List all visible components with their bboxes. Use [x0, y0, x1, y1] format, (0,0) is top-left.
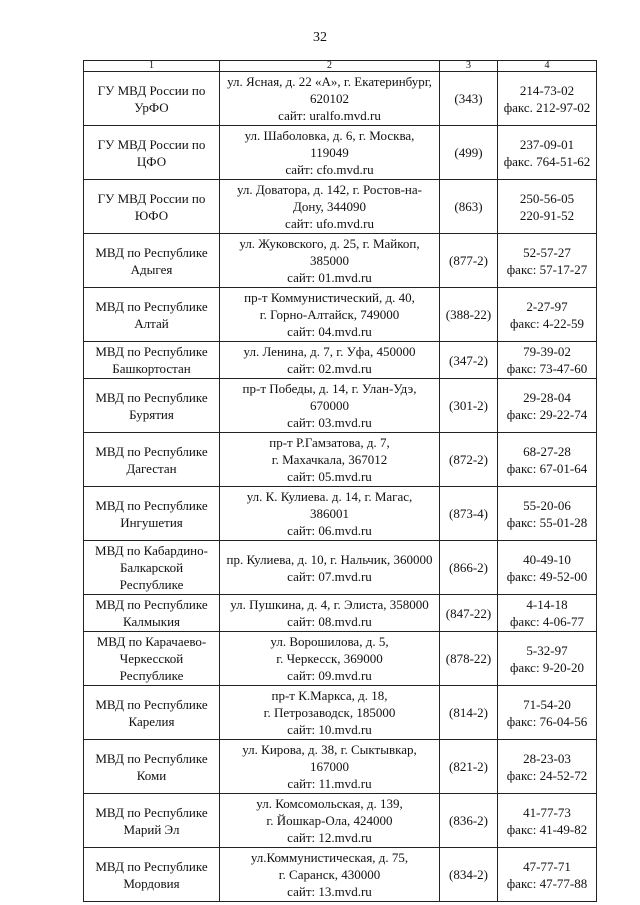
agency-name-cell: МВД по Республике Алтай [84, 288, 220, 342]
table-row [84, 632, 597, 686]
agency-name-cell: МВД по Республике Калмыкия [84, 595, 220, 632]
table-row [84, 234, 597, 288]
table-row [84, 126, 597, 180]
table-row [84, 794, 597, 848]
address-cell: ул. К. Кулиева. д. 14, г. Магас, 386001 сайт: 06.mvd.ru [220, 487, 440, 541]
address-cell: пр-т Коммунистический, д. 40, г. Горно-Алтайск, 749000 сайт: 04.mvd.ru [220, 288, 440, 342]
area-code-cell: (301-2) [440, 379, 498, 433]
address-cell: ул. Пушкина, д. 4, г. Элиста, 358000 сайт: 08.mvd.ru [220, 595, 440, 632]
address-cell: ул. Жуковского, д. 25, г. Майкоп, 385000 сайт: 01.mvd.ru [220, 234, 440, 288]
table-row [84, 740, 597, 794]
area-code-cell: (836-2) [440, 794, 498, 848]
area-code-cell: (872-2) [440, 433, 498, 487]
area-code-cell: (847-22) [440, 595, 498, 632]
table-row [84, 342, 597, 379]
phone-cell: 28-23-03 факс: 24-52-72 [498, 740, 597, 794]
address-cell: ул. Комсомольская, д. 139, г. Йошкар-Ола, 424000 сайт: 12.mvd.ru [220, 794, 440, 848]
agency-name-cell: МВД по Республике Коми [84, 740, 220, 794]
phone-cell: 237-09-01 факс. 764-51-62 [498, 126, 597, 180]
table-row [84, 595, 597, 632]
area-code-cell: (499) [440, 126, 498, 180]
address-cell: ул. Шаболовка, д. 6, г. Москва, 119049 сайт: cfo.mvd.ru [220, 126, 440, 180]
area-code-cell: (863) [440, 180, 498, 234]
phone-cell: 52-57-27 факс: 57-17-27 [498, 234, 597, 288]
address-cell: ул. Доватора, д. 142, г. Ростов-на- Дону, 344090 сайт: ufo.mvd.ru [220, 180, 440, 234]
phone-cell: 4-14-18 факс: 4-06-77 [498, 595, 597, 632]
column-number-1: 1 [84, 61, 220, 72]
column-number-4: 4 [498, 61, 597, 72]
area-code-cell: (821-2) [440, 740, 498, 794]
agency-name-cell: МВД по Республике Карелия [84, 686, 220, 740]
area-code-cell: (347-2) [440, 342, 498, 379]
area-code-cell: (814-2) [440, 686, 498, 740]
phone-cell: 250-56-05 220-91-52 [498, 180, 597, 234]
agency-name-cell: МВД по Кабардино- Балкарской Республике [84, 541, 220, 595]
area-code-cell: (834-2) [440, 848, 498, 902]
address-cell: пр. Кулиева, д. 10, г. Нальчик, 360000 сайт: 07.mvd.ru [220, 541, 440, 595]
column-number-row [84, 61, 597, 72]
agency-name-cell: МВД по Республике Бурятия [84, 379, 220, 433]
agency-name-cell: ГУ МВД России по УрФО [84, 72, 220, 126]
agency-name-cell: МВД по Республике Марий Эл [84, 794, 220, 848]
agency-name-cell: МВД по Республике Дагестан [84, 433, 220, 487]
area-code-cell: (877-2) [440, 234, 498, 288]
phone-cell: 71-54-20 факс: 76-04-56 [498, 686, 597, 740]
area-code-cell: (878-22) [440, 632, 498, 686]
table-row [84, 848, 597, 902]
area-code-cell: (873-4) [440, 487, 498, 541]
phone-cell: 40-49-10 факс: 49-52-00 [498, 541, 597, 595]
agency-name-cell: ГУ МВД России по ЦФО [84, 126, 220, 180]
phone-cell: 2-27-97 факс: 4-22-59 [498, 288, 597, 342]
area-code-cell: (343) [440, 72, 498, 126]
table-row [84, 72, 597, 126]
address-cell: ул. Ворошилова, д. 5, г. Черкесск, 369000 сайт: 09.mvd.ru [220, 632, 440, 686]
agency-name-cell: МВД по Карачаево- Черкесской Республике [84, 632, 220, 686]
contacts-table [83, 60, 597, 902]
address-cell: пр-т Р.Гамзатова, д. 7, г. Махачкала, 367012 сайт: 05.mvd.ru [220, 433, 440, 487]
area-code-cell: (388-22) [440, 288, 498, 342]
column-number-3: 3 [440, 61, 498, 72]
agency-name-cell: МВД по Республике Адыгея [84, 234, 220, 288]
agency-name-cell: МВД по Республике Ингушетия [84, 487, 220, 541]
table-row [84, 686, 597, 740]
agency-name-cell: МВД по Республике Мордовия [84, 848, 220, 902]
page-number: 32 [313, 30, 327, 45]
table-row [84, 180, 597, 234]
area-code-cell: (866-2) [440, 541, 498, 595]
agency-name-cell: ГУ МВД России по ЮФО [84, 180, 220, 234]
address-cell: пр-т К.Маркса, д. 18, г. Петрозаводск, 185000 сайт: 10.mvd.ru [220, 686, 440, 740]
address-cell: ул. Ленина, д. 7, г. Уфа, 450000 сайт: 02.mvd.ru [220, 342, 440, 379]
table-row [84, 288, 597, 342]
address-cell: ул. Ясная, д. 22 «А», г. Екатеринбург, 620102 сайт: uralfo.mvd.ru [220, 72, 440, 126]
table-row [84, 541, 597, 595]
phone-cell: 5-32-97 факс: 9-20-20 [498, 632, 597, 686]
address-cell: ул.Коммунистическая, д. 75, г. Саранск, 430000 сайт: 13.mvd.ru [220, 848, 440, 902]
address-cell: пр-т Победы, д. 14, г. Улан-Удэ, 670000 сайт: 03.mvd.ru [220, 379, 440, 433]
phone-cell: 47-77-71 факс: 47-77-88 [498, 848, 597, 902]
phone-cell: 41-77-73 факс: 41-49-82 [498, 794, 597, 848]
phone-cell: 68-27-28 факс: 67-01-64 [498, 433, 597, 487]
agency-name-cell: МВД по Республике Башкортостан [84, 342, 220, 379]
address-cell: ул. Кирова, д. 38, г. Сыктывкар, 167000 сайт: 11.mvd.ru [220, 740, 440, 794]
table-row [84, 433, 597, 487]
phone-cell: 55-20-06 факс: 55-01-28 [498, 487, 597, 541]
contacts-table-body [84, 61, 597, 902]
phone-cell: 214-73-02 факс. 212-97-02 [498, 72, 597, 126]
table-row [84, 379, 597, 433]
phone-cell: 29-28-04 факс: 29-22-74 [498, 379, 597, 433]
table-row [84, 487, 597, 541]
column-number-2: 2 [220, 61, 440, 72]
phone-cell: 79-39-02 факс: 73-47-60 [498, 342, 597, 379]
